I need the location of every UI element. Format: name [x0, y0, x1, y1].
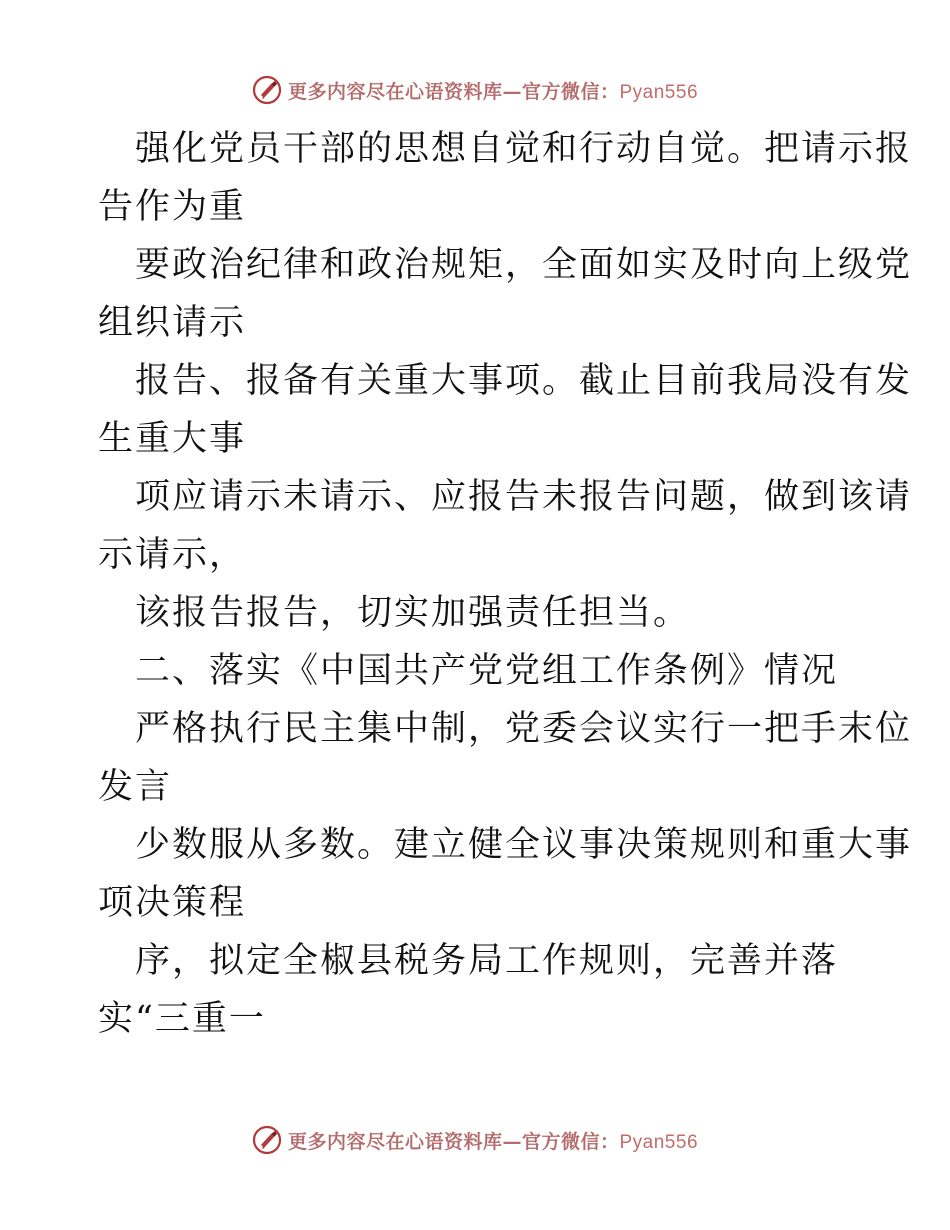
pen-nib-circle-icon	[252, 75, 282, 105]
watermark-text-cn: 更多内容尽在心语资料库—官方微信：	[287, 1130, 620, 1153]
pen-nib-circle-icon	[252, 1125, 282, 1155]
header-watermark	[0, 70, 950, 110]
watermark-text	[288, 77, 698, 104]
body-line: 报告、报备有关重大事项。截止目前我局没有发	[135, 361, 913, 401]
footer-watermark	[0, 1120, 950, 1160]
body-line: 项应请示未请示、应报告未报告问题，做到该请	[135, 477, 913, 517]
section-heading: 二、落实《中国共产党党组工作条例》情况	[135, 651, 839, 691]
document-body	[98, 120, 913, 1048]
body-line: 严格执行民主集中制，党委会议实行一把手末位	[135, 709, 913, 749]
watermark-text-wechat-id: Pyan556	[619, 81, 699, 103]
body-line: 组织请示	[98, 303, 247, 343]
body-line: 该报告报告，切实加强责任担当。	[135, 593, 691, 633]
body-line: 项决策程	[98, 883, 247, 923]
body-line: 少数服从多数。建立健全议事决策规则和重大事	[135, 825, 913, 865]
body-line: 发言	[98, 767, 173, 807]
body-line: 实“三重一	[98, 999, 266, 1039]
watermark-text-wechat-id: Pyan556	[619, 1131, 699, 1153]
body-line: 告作为重	[98, 187, 247, 227]
body-line: 要政治纪律和政治规矩，全面如实及时向上级党	[135, 245, 913, 285]
body-line: 序，拟定全椒县税务局工作规则，完善并落	[135, 941, 839, 981]
body-line: 生重大事	[98, 419, 247, 459]
body-line: 示请示，	[98, 535, 247, 575]
watermark-text	[288, 1127, 698, 1154]
watermark-text-cn: 更多内容尽在心语资料库—官方微信：	[287, 80, 620, 103]
body-line: 强化党员干部的思想自觉和行动自觉。把请示报	[135, 129, 913, 169]
